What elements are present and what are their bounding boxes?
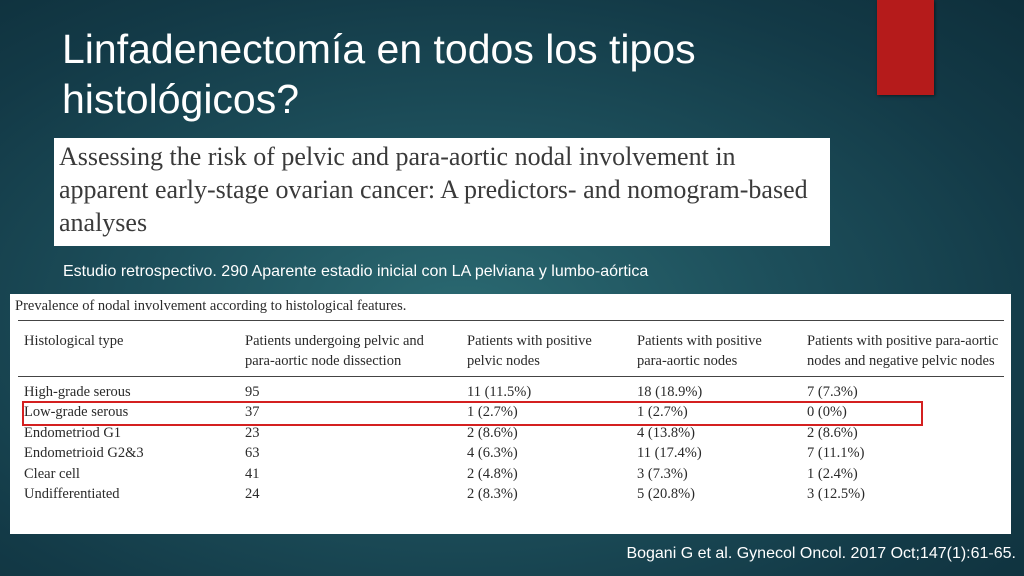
table-cell: 5 (20.8%) — [637, 486, 695, 502]
header-para-aortic-negative-pelvic — [807, 331, 998, 371]
table-cell: 0 (0%) — [807, 404, 847, 421]
header-text: para-aortic node dissection — [245, 353, 402, 369]
table-cell: 1 (2.7%) — [467, 404, 518, 421]
slide-title-line-1: Linfadenectomía en todos los tipos — [62, 26, 696, 72]
table-cell: 23 — [245, 424, 260, 441]
table-row-label: Endometriod G1 — [24, 424, 122, 441]
table-caption: Prevalence of nodal involvement according to histological features. — [15, 298, 407, 314]
table-row-label: Undifferentiated — [24, 486, 120, 502]
paper-title: Assessing the risk of pelvic and para-aortic nodal involvement in apparent early-stage ovarian cancer: A predictors- and nomogram-based analyses — [59, 142, 808, 237]
study-description: Estudio retrospectivo. 290 Aparente estadio inicial con LA pelviana y lumbo-aórtica — [63, 263, 649, 280]
table-row-label: Endometrioid G2&3 — [24, 445, 144, 462]
table-cell: 11 (17.4%) — [637, 445, 702, 462]
table-row-label: Low-grade serous — [24, 404, 129, 421]
slide-title-line-2: histológicos? — [62, 76, 300, 122]
citation: Bogani G et al. Gynecol Oncol. 2017 Oct;147(1):61-65. — [626, 545, 1016, 562]
header-histological-type — [24, 331, 123, 351]
table-cell: 4 (13.8%) — [637, 424, 695, 441]
table-cell: 2 (4.8%) — [467, 465, 518, 482]
histology-table — [10, 294, 1011, 534]
table-cell: 63 — [245, 445, 260, 462]
header-text: Patients with positive para-aortic — [807, 333, 999, 349]
header-text: Patients undergoing pelvic and — [245, 333, 424, 349]
table-cell: 3 (7.3%) — [637, 465, 688, 482]
table-row-label: High-grade serous — [24, 384, 131, 400]
table-cell: 1 (2.7%) — [637, 404, 688, 421]
paper-title-box — [54, 138, 830, 246]
header-text: pelvic nodes — [467, 353, 540, 369]
header-text: Histological type — [24, 333, 124, 349]
header-text: nodes and negative pelvic nodes — [807, 353, 995, 369]
table-cell: 1 (2.4%) — [807, 465, 858, 482]
table-cell: 24 — [245, 486, 260, 502]
table-rule-top — [18, 320, 1004, 321]
table-row-label: Clear cell — [24, 465, 80, 482]
table-cell: 7 (7.3%) — [807, 384, 858, 400]
table-cell: 41 — [245, 465, 260, 482]
header-text: Patients with positive — [467, 333, 592, 349]
low-grade-serous-highlight — [22, 401, 923, 426]
table-cell: 95 — [245, 384, 260, 400]
slide-title — [62, 24, 862, 124]
header-patients-dissection — [245, 331, 424, 371]
header-positive-para-aortic — [637, 331, 762, 371]
red-accent-bar — [877, 0, 934, 95]
table-cell: 2 (8.6%) — [807, 424, 858, 441]
table-cell: 18 (18.9%) — [637, 384, 703, 400]
header-positive-pelvic — [467, 331, 592, 371]
header-text: para-aortic nodes — [637, 353, 738, 369]
table-cell: 7 (11.1%) — [807, 445, 865, 462]
header-text: Patients with positive — [637, 333, 762, 349]
table-cell: 2 (8.6%) — [467, 424, 518, 441]
table-cell: 2 (8.3%) — [467, 486, 518, 502]
table-cell: 3 (12.5%) — [807, 486, 865, 502]
table-rule-header — [18, 376, 1004, 377]
table-cell: 4 (6.3%) — [467, 445, 518, 462]
table-cell: 11 (11.5%) — [467, 384, 532, 400]
table-cell: 37 — [245, 404, 260, 421]
